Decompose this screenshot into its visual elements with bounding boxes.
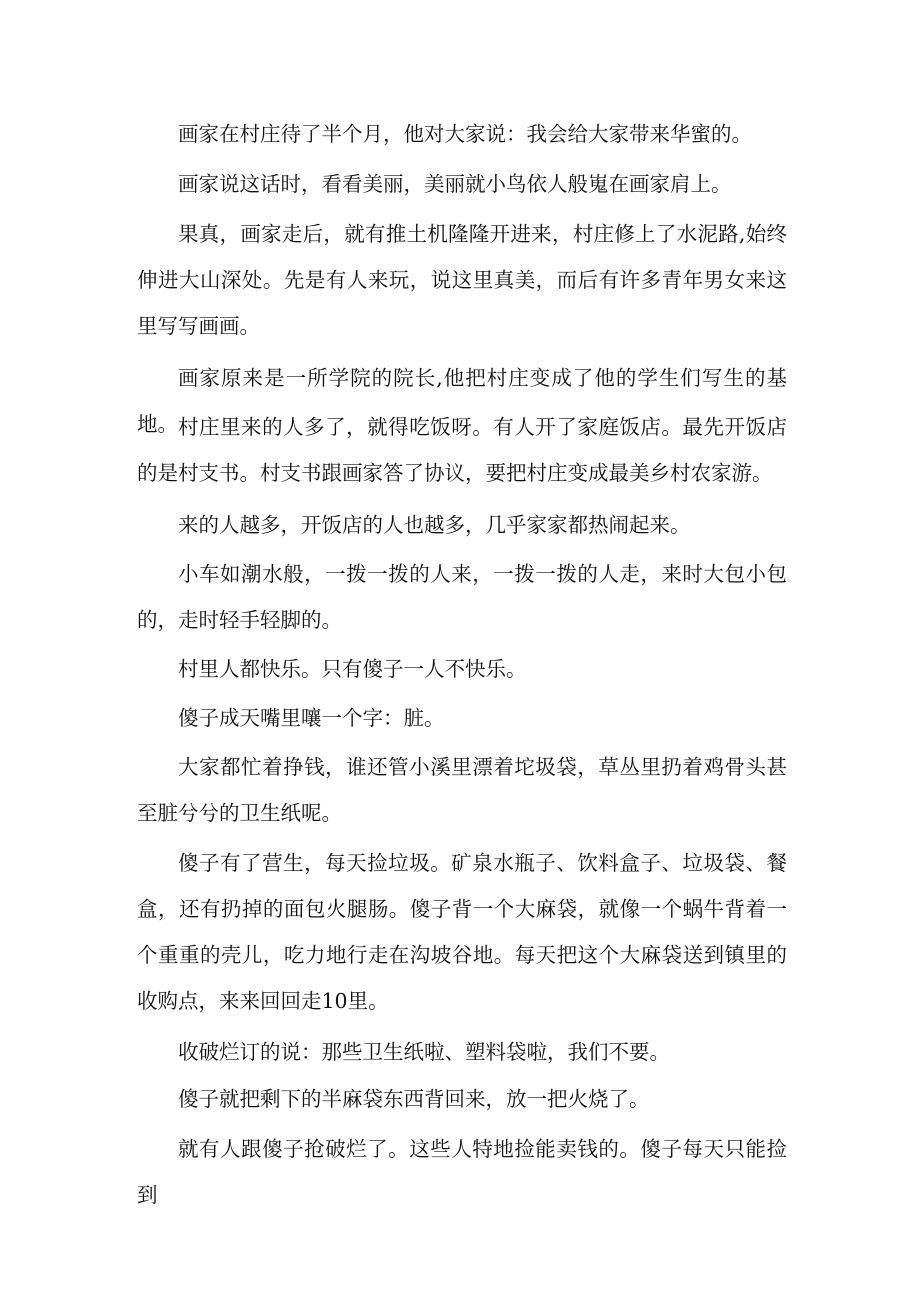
paragraph: 来的人越多，开饭店的人也越多，几乎家家都热闹起来。 — [178, 513, 691, 537]
paragraph: 村里人都快乐。只有傻子一人不快乐。 — [178, 657, 527, 681]
paragraph: 傻子有了营生，每天捡垃圾。矿泉水瓶子、饮料盒子、垃圾袋、餐盒，还有扔掉的面包火腿肠。傻子背一个大麻袋，就像一个蜗牛背着一个重重的壳儿，吃力地行走在沟坡谷地。每天把这个大麻袋送到镇里的收购点，来来回回走10里。 — [137, 851, 787, 1013]
paragraph: 收破烂订的说：那些卫生纸啦、塑料袋啦，我们不要。 — [178, 1040, 670, 1064]
paragraph: 傻子成天嘴里嚷一个字：脏。 — [178, 706, 445, 730]
paragraph: 就有人跟傻子抢破烂了。这些人特地捡能卖钱的。傻子每天只能捡到 — [137, 1137, 787, 1207]
paragraph: 大家都忙着挣钱，谁还管小溪里漂着坨圾袋，草丛里扔着鸡骨头甚至脏兮兮的卫生纸呢。 — [137, 755, 787, 825]
paragraph: 画家在村庄待了半个月，他对大家说：我会给大家带来华蜜的。 — [178, 122, 752, 146]
paragraph: 果真，画家走后，就有推土机隆隆开进来，村庄修上了水泥路,始终伸进大山深处。先是有人来玩，说这里真美，而后有许多青年男女来这里写写画画。 — [137, 222, 787, 338]
paragraph: 画家原来是一所学院的院长,他把村庄变成了他的学生们写生的基地。 — [137, 366, 787, 436]
paragraph: 画家说这话时，看看美丽，美丽就小鸟依人般嵬在画家肩上。 — [178, 172, 732, 196]
paragraph: 小车如潮水般，一拨一拨的人来，一拨一拨的人走，来时大包小包的，走时轻手轻脚的。 — [137, 562, 787, 632]
paragraph: 村庄里来的人多了，就得吃饭呀。有人开了家庭饭店。最先开饭店的是村支书。村支书跟画家答了协议，要把村庄变成最美乡村农家游。 — [137, 415, 787, 485]
paragraph: 傻子就把剩下的半麻袋东西背回来，放一把火烧了。 — [178, 1087, 650, 1111]
